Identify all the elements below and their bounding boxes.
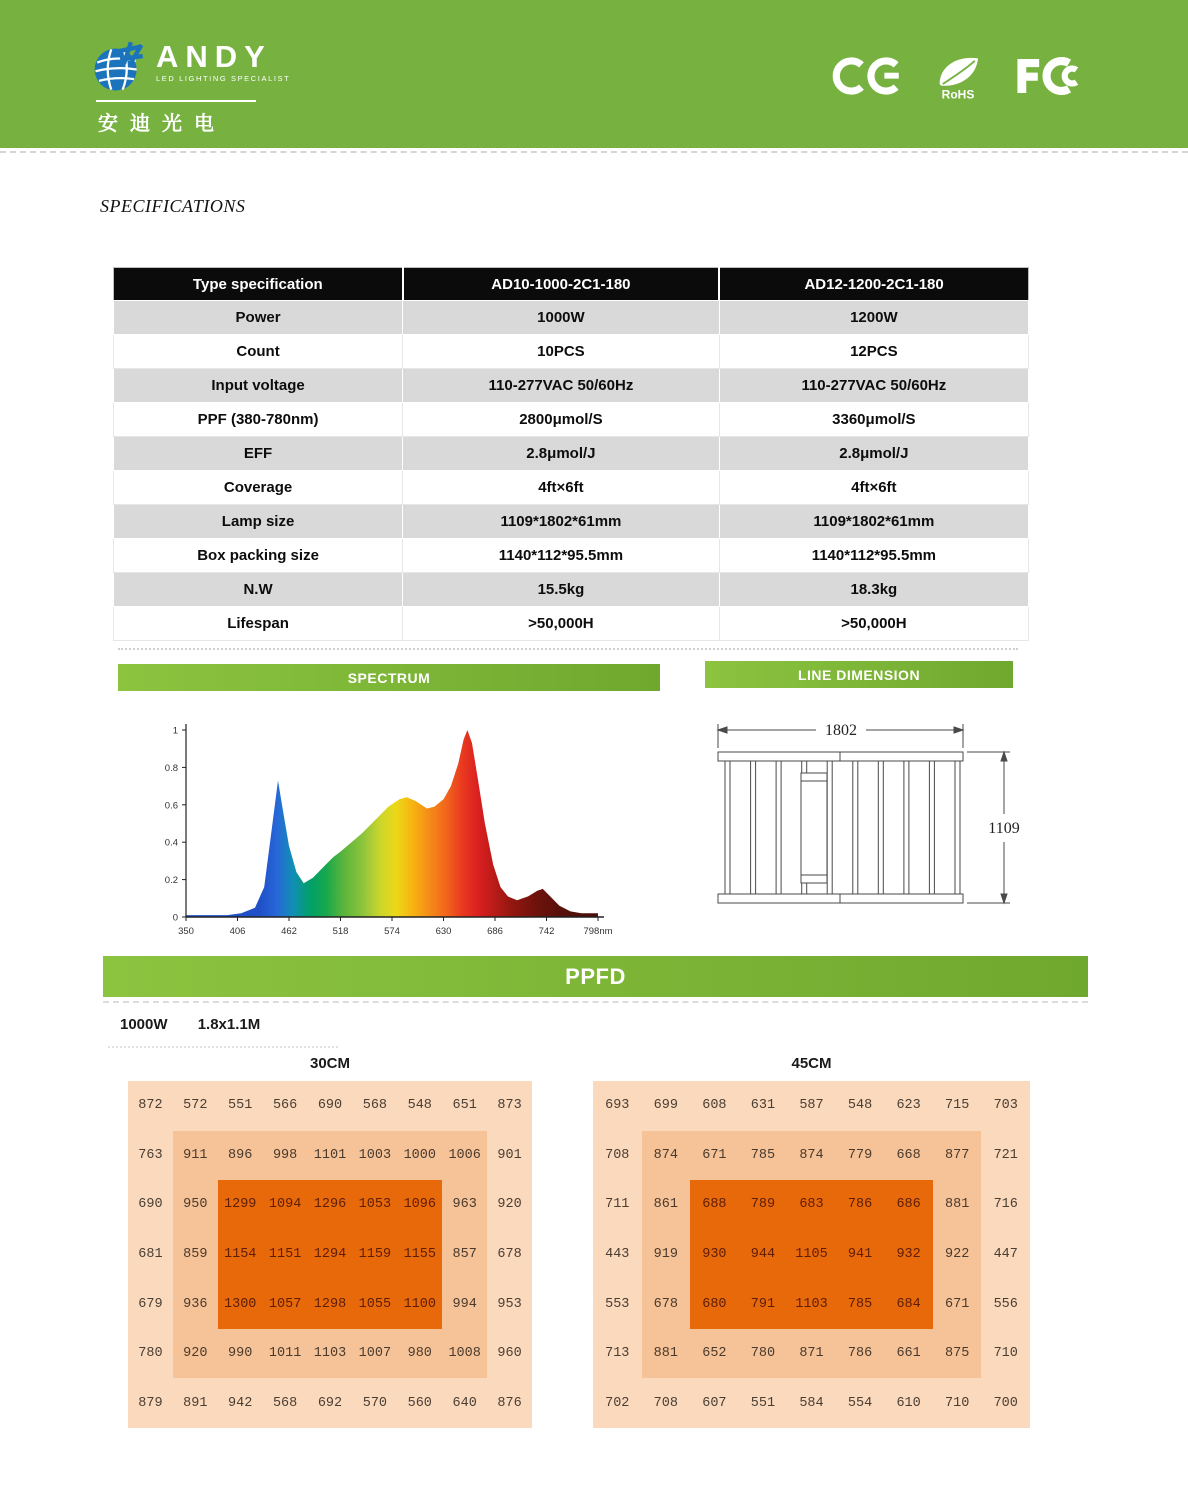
ppfd-cell: 1294: [308, 1230, 353, 1280]
x-tick-label: 630: [435, 926, 452, 937]
ppfd-cell: 671: [690, 1131, 739, 1181]
page-title: SPECIFICATIONS: [100, 196, 246, 216]
fcc-icon: [1012, 52, 1088, 100]
spec-value: >50,000H: [719, 607, 1028, 641]
spec-label: N.W: [114, 573, 403, 607]
ppfd-cell: 881: [933, 1180, 982, 1230]
svg-text:RoHS: RoHS: [941, 87, 975, 102]
ppfd-cell: 874: [787, 1131, 836, 1181]
spec-table-header-row: [114, 268, 1029, 301]
ppfd-cell: 896: [218, 1131, 263, 1181]
x-tick-label: 686: [487, 926, 503, 937]
header-divider: [0, 151, 1188, 153]
spec-value: 12PCS: [719, 335, 1028, 369]
spec-col-type: Type specification: [114, 268, 403, 301]
ppfd-cell: 680: [690, 1279, 739, 1329]
spec-value: 1109*1802*61mm: [403, 505, 720, 539]
x-axis-ticks: [178, 917, 613, 937]
ppfd-cell: 566: [263, 1081, 308, 1131]
ppfd-area-label: 1.8x1.1M: [197, 1016, 261, 1033]
ppfd-cell: 941: [836, 1230, 885, 1280]
ppfd-cell: 891: [173, 1378, 218, 1428]
ppfd-cell: 623: [884, 1081, 933, 1131]
ppfd-cell: 640: [442, 1378, 487, 1428]
ppfd-cell: 953: [487, 1279, 532, 1329]
ppfd-cell: 551: [739, 1378, 788, 1428]
x-tick-label: 406: [229, 926, 246, 937]
ppfd-heatmap-45cm: [593, 1081, 1030, 1428]
led-bar: [929, 761, 934, 894]
ppfd-cell: 661: [884, 1329, 933, 1379]
y-tick-label: 0.6: [164, 800, 178, 812]
ppfd-cell: 922: [933, 1230, 982, 1280]
spec-value: 18.3kg: [719, 573, 1028, 607]
ppfd-cell: 686: [884, 1180, 933, 1230]
ppfd-power-label: 1000W: [120, 1016, 168, 1033]
rohs-icon: [930, 50, 986, 102]
ppfd-cell: 710: [981, 1329, 1030, 1379]
ppfd-cell: 715: [933, 1081, 982, 1131]
ppfd-cell: 785: [739, 1131, 788, 1181]
led-bar: [776, 761, 781, 894]
spec-value: 4ft×6ft: [403, 471, 720, 505]
ppfd-cell: 920: [487, 1180, 532, 1230]
spec-label: PPF (380-780nm): [114, 403, 403, 437]
x-tick-label: 574: [384, 926, 400, 937]
ppfd-cell: 708: [642, 1378, 691, 1428]
ppfd-cell: 556: [981, 1279, 1030, 1329]
ppfd-cell: 688: [690, 1180, 739, 1230]
ppfd-cell: 1006: [442, 1131, 487, 1181]
ppfd-cell: 780: [128, 1329, 173, 1379]
ppfd-cell: 936: [173, 1279, 218, 1329]
ppfd-cell: 678: [642, 1279, 691, 1329]
ppfd-cell: 548: [836, 1081, 885, 1131]
ppfd-cell: 1096: [397, 1180, 442, 1230]
spec-value: 1109*1802*61mm: [719, 505, 1028, 539]
spec-row: [114, 505, 1029, 539]
height-dimension-label: 1109: [988, 820, 1020, 837]
ppfd-cell: 920: [173, 1329, 218, 1379]
ppfd-cell: 690: [128, 1180, 173, 1230]
ppfd-cell: 584: [787, 1378, 836, 1428]
y-tick-label: 0.4: [164, 837, 178, 849]
ppfd-cell: 1003: [352, 1131, 397, 1181]
spec-label: Lamp size: [114, 505, 403, 539]
ppfd-cell: 789: [739, 1180, 788, 1230]
spec-value: 3360μmol/S: [719, 403, 1028, 437]
line-dimension-section-title: LINE DIMENSION: [705, 661, 1013, 688]
ppfd-cell: 874: [642, 1131, 691, 1181]
ppfd-cell: 699: [642, 1081, 691, 1131]
spec-value: 1140*112*95.5mm: [403, 539, 720, 573]
ppfd-cell: 930: [690, 1230, 739, 1280]
certification-marks: [832, 50, 1088, 102]
led-bar: [955, 761, 960, 894]
ppfd-cell: 702: [593, 1378, 642, 1428]
spec-row: [114, 369, 1029, 403]
ppfd-cell: 859: [173, 1230, 218, 1280]
ppfd-cell: 950: [173, 1180, 218, 1230]
ppfd-cell: 932: [884, 1230, 933, 1280]
ppfd-cell: 553: [593, 1279, 642, 1329]
ppfd-cell: 443: [593, 1230, 642, 1280]
spec-label: Input voltage: [114, 369, 403, 403]
ppfd-cell: 551: [218, 1081, 263, 1131]
y-tick-label: 0.8: [164, 762, 178, 774]
spec-value: 110-277VAC 50/60Hz: [719, 369, 1028, 403]
ppfd-cell: 980: [397, 1329, 442, 1379]
spectrum-chart: [140, 712, 620, 952]
heatmap-45cm-title: 45CM: [791, 1055, 832, 1072]
ppfd-cell: 652: [690, 1329, 739, 1379]
ppfd-cell: 1103: [308, 1329, 353, 1379]
x-tick-label: 462: [281, 926, 297, 937]
ppfd-cell: 879: [128, 1378, 173, 1428]
ppfd-cell: 1298: [308, 1279, 353, 1329]
ppfd-cell: 651: [442, 1081, 487, 1131]
ppfd-cell: 668: [884, 1131, 933, 1181]
ppfd-cell: 568: [352, 1081, 397, 1131]
ppfd-cell: 572: [173, 1081, 218, 1131]
heatmap-30cm-title: 30CM: [309, 1055, 350, 1072]
ppfd-cell: 610: [884, 1378, 933, 1428]
ppfd-cell: 911: [173, 1131, 218, 1181]
ppfd-cell: 1053: [352, 1180, 397, 1230]
ppfd-cell: 700: [981, 1378, 1030, 1428]
ppfd-cell: 1055: [352, 1279, 397, 1329]
led-bars: [725, 761, 960, 894]
ppfd-cell: 671: [933, 1279, 982, 1329]
ppfd-cell: 560: [397, 1378, 442, 1428]
ppfd-cell: 692: [308, 1378, 353, 1428]
ppfd-cell: 693: [593, 1081, 642, 1131]
ppfd-cell: 960: [487, 1329, 532, 1379]
spec-value: >50,000H: [403, 607, 720, 641]
brand-name: ANDY: [156, 39, 272, 74]
ppfd-cell: 1154: [218, 1230, 263, 1280]
ppfd-cell: 1000: [397, 1131, 442, 1181]
spec-col-model2: AD12-1200-2C1-180: [719, 268, 1028, 301]
ppfd-cell: 568: [263, 1378, 308, 1428]
ppfd-cell: 779: [836, 1131, 885, 1181]
spec-label: Lifespan: [114, 607, 403, 641]
ppfd-cell: 607: [690, 1378, 739, 1428]
ppfd-cell: 678: [487, 1230, 532, 1280]
ppfd-cell: 994: [442, 1279, 487, 1329]
ppfd-cell: 1155: [397, 1230, 442, 1280]
ppfd-cell: 713: [593, 1329, 642, 1379]
spec-table: [113, 267, 1029, 641]
ppfd-cell: 877: [933, 1131, 982, 1181]
ppfd-cell: 1008: [442, 1329, 487, 1379]
width-dimension-label: 1802: [825, 722, 857, 739]
ppfd-cell: 1094: [263, 1180, 308, 1230]
ppfd-cell: 1300: [218, 1279, 263, 1329]
spec-row: [114, 471, 1029, 505]
spec-col-model1: AD10-1000-2C1-180: [403, 268, 720, 301]
ppfd-cell: 785: [836, 1279, 885, 1329]
y-tick-label: 1: [172, 725, 178, 737]
ppfd-cell: 690: [308, 1081, 353, 1131]
led-bar: [904, 761, 909, 894]
ppfd-cell: 1101: [308, 1131, 353, 1181]
brand-name-chinese: 安迪光电: [98, 113, 226, 135]
ppfd-cell: 721: [981, 1131, 1030, 1181]
ppfd-cell: 711: [593, 1180, 642, 1230]
section-divider: [118, 648, 1018, 650]
brand-logo: [92, 38, 290, 136]
driver-box: [801, 773, 827, 883]
ppfd-cell: 944: [739, 1230, 788, 1280]
spec-value: 1000W: [403, 301, 720, 335]
ppfd-cell: 710: [933, 1378, 982, 1428]
globe-icon: [92, 38, 148, 94]
led-bar: [751, 761, 756, 894]
ppfd-cell: 963: [442, 1180, 487, 1230]
ppfd-small-divider: [108, 1046, 338, 1048]
spec-label: Count: [114, 335, 403, 369]
spec-row: [114, 607, 1029, 641]
ppfd-cell: 780: [739, 1329, 788, 1379]
ppfd-cell: 942: [218, 1378, 263, 1428]
ppfd-cell: 1299: [218, 1180, 263, 1230]
ppfd-cell: 1296: [308, 1180, 353, 1230]
x-tick-label: 798nm: [583, 926, 613, 937]
ppfd-cell: 1100: [397, 1279, 442, 1329]
ppfd-cell: 1057: [263, 1279, 308, 1329]
spec-value: 4ft×6ft: [719, 471, 1028, 505]
spec-value: 10PCS: [403, 335, 720, 369]
ppfd-cell: 708: [593, 1131, 642, 1181]
ppfd-cell: 703: [981, 1081, 1030, 1131]
ppfd-cell: 1007: [352, 1329, 397, 1379]
ppfd-cell: 683: [787, 1180, 836, 1230]
spec-row: [114, 573, 1029, 607]
line-dimension-drawing: [678, 700, 1030, 945]
spectrum-area: [186, 730, 598, 917]
ppfd-cell: 570: [352, 1378, 397, 1428]
spec-row: [114, 539, 1029, 573]
ppfd-cell: 608: [690, 1081, 739, 1131]
y-tick-label: 0.2: [164, 875, 178, 887]
ppfd-cell: 679: [128, 1279, 173, 1329]
y-tick-label: 0: [172, 912, 178, 924]
spec-row: [114, 335, 1029, 369]
led-bar: [853, 761, 858, 894]
ppfd-cell: 763: [128, 1131, 173, 1181]
spec-label: Power: [114, 301, 403, 335]
spec-value: 1140*112*95.5mm: [719, 539, 1028, 573]
spectrum-section-title: SPECTRUM: [118, 664, 660, 691]
ppfd-cell: 875: [933, 1329, 982, 1379]
spec-value: 110-277VAC 50/60Hz: [403, 369, 720, 403]
logo-divider: [96, 100, 256, 102]
ppfd-cell: 872: [128, 1081, 173, 1131]
ppfd-cell: 786: [836, 1180, 885, 1230]
ppfd-cell: 716: [981, 1180, 1030, 1230]
spec-label: Box packing size: [114, 539, 403, 573]
spec-row: [114, 301, 1029, 335]
ce-mark-icon: [832, 53, 904, 99]
ppfd-section-title: PPFD: [103, 956, 1088, 997]
spec-value: 15.5kg: [403, 573, 720, 607]
led-bar: [827, 761, 832, 894]
ppfd-cell: 447: [981, 1230, 1030, 1280]
ppfd-cell: 881: [642, 1329, 691, 1379]
led-bar: [725, 761, 730, 894]
spec-value: 2.8μmol/J: [719, 437, 1028, 471]
led-bar: [878, 761, 883, 894]
ppfd-cell: 1105: [787, 1230, 836, 1280]
spec-label: Coverage: [114, 471, 403, 505]
spec-table-body: [114, 301, 1029, 641]
ppfd-divider: [103, 1001, 1088, 1003]
ppfd-cell: 1151: [263, 1230, 308, 1280]
ppfd-cell: 901: [487, 1131, 532, 1181]
ppfd-cell: 791: [739, 1279, 788, 1329]
ppfd-cell: 684: [884, 1279, 933, 1329]
ppfd-cell: 587: [787, 1081, 836, 1131]
ppfd-conditions: [120, 1016, 286, 1033]
x-tick-label: 742: [538, 926, 555, 937]
spec-label: EFF: [114, 437, 403, 471]
ppfd-heatmap-30cm: [128, 1081, 532, 1428]
ppfd-cell: 998: [263, 1131, 308, 1181]
ppfd-cell: 631: [739, 1081, 788, 1131]
ppfd-cell: 786: [836, 1329, 885, 1379]
ppfd-cell: 554: [836, 1378, 885, 1428]
ppfd-cell: 990: [218, 1329, 263, 1379]
x-tick-label: 518: [332, 926, 349, 937]
spec-value: 2.8μmol/J: [403, 437, 720, 471]
ppfd-cell: 919: [642, 1230, 691, 1280]
ppfd-cell: 548: [397, 1081, 442, 1131]
ppfd-cell: 1159: [352, 1230, 397, 1280]
spec-row: [114, 437, 1029, 471]
ppfd-cell: 681: [128, 1230, 173, 1280]
ppfd-cell: 871: [787, 1329, 836, 1379]
spec-value: 2800μmol/S: [403, 403, 720, 437]
brand-tagline: LED LIGHTING SPECIALIST: [156, 74, 291, 83]
y-axis-ticks: [165, 726, 186, 924]
ppfd-cell: 876: [487, 1378, 532, 1428]
ppfd-cell: 873: [487, 1081, 532, 1131]
x-tick-label: 350: [178, 926, 194, 937]
spec-value: 1200W: [719, 301, 1028, 335]
spec-row: [114, 403, 1029, 437]
ppfd-cell: 861: [642, 1180, 691, 1230]
header-banner: [0, 0, 1188, 148]
ppfd-cell: 1011: [263, 1329, 308, 1379]
ppfd-cell: 857: [442, 1230, 487, 1280]
ppfd-cell: 1103: [787, 1279, 836, 1329]
